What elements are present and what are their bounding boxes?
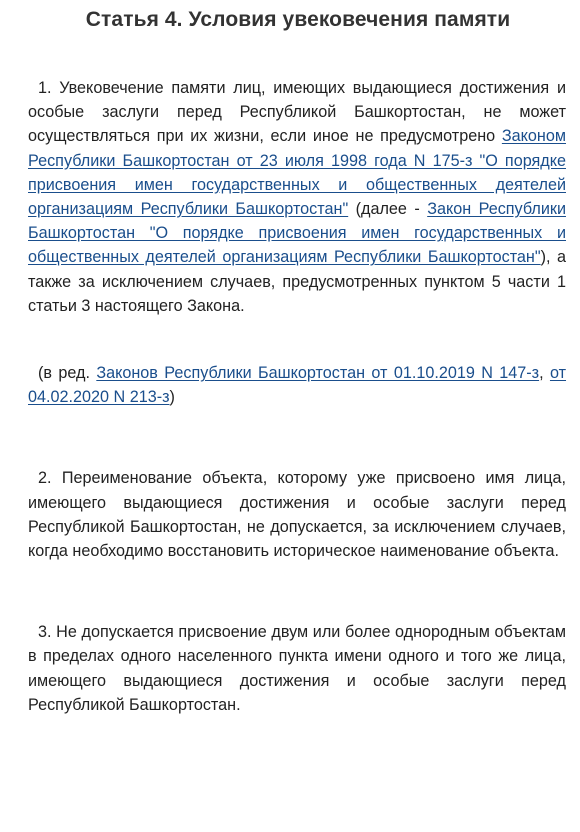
revision-note <box>28 361 566 409</box>
revision-note-separator: , <box>539 364 550 383</box>
article-title: Статья 4. Условия увековечения памяти <box>85 8 511 31</box>
law-213-z-link[interactable]: от 04.02.2020 N 213-з <box>28 364 567 407</box>
paragraph-2: 2. Переименование объекта, которому уже присвоено имя лица, имеющего выдающиеся достижения и особые заслуги перед Республикой Башкортостан, не допускается, за исключением случаев, когда необходимо восстановить историческое наименование объекта. <box>28 469 566 561</box>
law-short-name-link[interactable]: Закон Республики Башкортостан "О порядке присвоения имен государственных и общественных деятелей организациям Республики Башкортостан" <box>28 200 566 267</box>
law-175-z-link[interactable]: Законом Республики Башкортостан от 23 июля 1998 года N 175-з "О порядке присвоения имен государственных и общественных деятелей организациям Республики Башкортостан" <box>28 127 566 219</box>
paragraph-1-text-middle: (далее - <box>348 200 428 219</box>
revision-note-prefix: (в ред. <box>38 364 97 383</box>
paragraph-1-text-start: 1. Увековечение памяти лиц, имеющих выдающиеся достижения и особые заслуги перед Республикой Башкортостан, не может осуществляться при их жизни, если иное не предусмотрено <box>28 79 566 146</box>
paragraph-1-text-end: ), а также за исключением случаев, предусмотренных пунктом 5 части 1 статьи 3 настоящего Закона. <box>28 248 567 315</box>
paragraph-3: 3. Не допускается присвоение двум или более однородным объектам в пределах одного населенного пункта имени одного и того же лица, имеющего выдающиеся достижения и особые заслуги перед Республикой Башкортостан. <box>28 623 566 714</box>
law-147-z-link[interactable]: Законов Республики Башкортостан от 01.10.2019 N 147-з <box>96 364 540 383</box>
paragraph-1 <box>28 76 566 318</box>
revision-note-suffix: ) <box>169 388 175 407</box>
